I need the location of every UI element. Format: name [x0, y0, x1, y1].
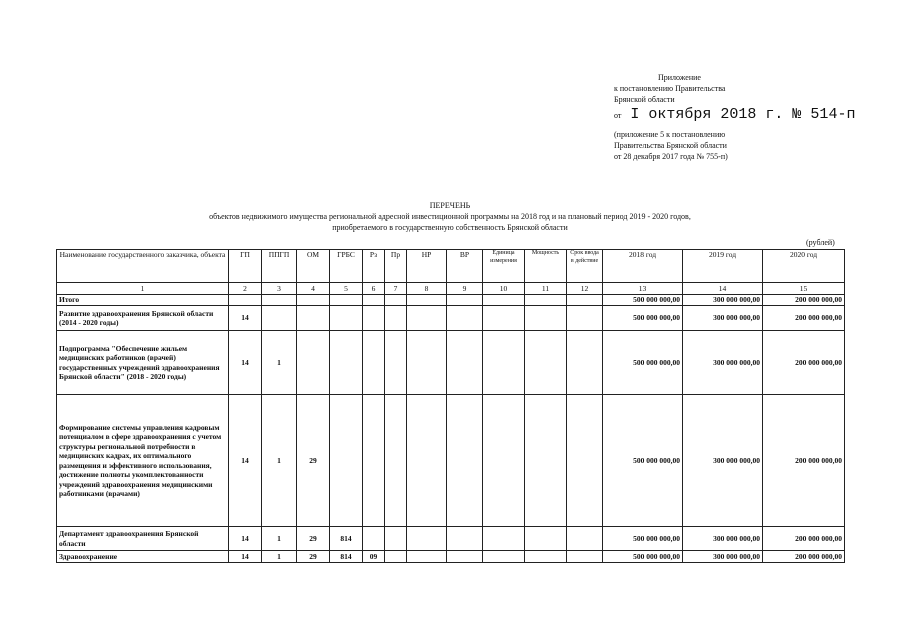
- header-grbs: ГРБС: [330, 250, 363, 283]
- row-vr: [447, 551, 483, 563]
- header-term: Срок ввода в действие: [567, 250, 603, 283]
- row-2020: 200 000 000,00: [763, 295, 845, 306]
- row-unit: [483, 551, 525, 563]
- header-om: ОМ: [297, 250, 330, 283]
- col-number: 2: [229, 283, 262, 295]
- row-nr: [407, 331, 447, 395]
- row-2019: 300 000 000,00: [683, 295, 763, 306]
- header-name: Наименование государственного заказчика, объекта: [57, 250, 229, 283]
- row-nr: [407, 295, 447, 306]
- col-number: 9: [447, 283, 483, 295]
- table-row: [57, 395, 845, 527]
- row-nr: [407, 527, 447, 551]
- appendix-line-1: к постановлению Правительства: [614, 84, 726, 93]
- row-gp: 14: [229, 527, 262, 551]
- header-2019: 2019 год: [683, 250, 763, 283]
- row-ppgp: [262, 306, 297, 331]
- row-name: Департамент здравоохранения Брянской области: [57, 527, 229, 551]
- row-vr: [447, 331, 483, 395]
- row-2020: 200 000 000,00: [763, 395, 845, 527]
- decree-main: I октября 2018 г. № 514-п: [630, 106, 856, 123]
- row-grbs: 814: [330, 527, 363, 551]
- row-rz: [363, 306, 385, 331]
- row-2019: 300 000 000,00: [683, 395, 763, 527]
- table-row: [57, 331, 845, 395]
- row-pr: [385, 331, 407, 395]
- row-gp: 14: [229, 551, 262, 563]
- col-number: 3: [262, 283, 297, 295]
- row-2020: 200 000 000,00: [763, 331, 845, 395]
- row-name: Формирование системы управления кадровым потенциалом в сфере здравоохранения с учетом структуры региональной потребности в медицинских кадрах, их оптимального размещения и эффективного использования, достижение полноты укомплектованности учреждений здравоохранения медицинскими работниками (врачами): [57, 395, 229, 527]
- col-number: 4: [297, 283, 330, 295]
- document-title: ПЕРЕЧЕНЬ: [429, 201, 471, 210]
- row-grbs: [330, 331, 363, 395]
- header-nr: НР: [407, 250, 447, 283]
- col-number: 8: [407, 283, 447, 295]
- table-row: [57, 551, 845, 563]
- col-number: 10: [483, 283, 525, 295]
- row-term: [567, 551, 603, 563]
- row-power: [525, 551, 567, 563]
- row-gp: 14: [229, 395, 262, 527]
- row-term: [567, 331, 603, 395]
- row-gp: 14: [229, 306, 262, 331]
- col-number: 14: [683, 283, 763, 295]
- row-power: [525, 331, 567, 395]
- appendix-line-2: Брянской области: [614, 95, 675, 104]
- header-2020: 2020 год: [763, 250, 845, 283]
- document-title-block: [120, 200, 780, 233]
- row-rz: [363, 527, 385, 551]
- header-ppgp: ППГП: [262, 250, 297, 283]
- row-2019: 300 000 000,00: [683, 551, 763, 563]
- approval-header: [614, 72, 856, 162]
- previous-decree-line-3: от 28 декабря 2017 года № 755-п): [614, 152, 728, 161]
- row-unit: [483, 395, 525, 527]
- header-vr: ВР: [447, 250, 483, 283]
- row-name: Развитие здравоохранения Брянской области (2014 - 2020 годы): [57, 306, 229, 331]
- row-ppgp: 1: [262, 551, 297, 563]
- decree-number: [614, 106, 856, 125]
- row-unit: [483, 295, 525, 306]
- col-number: 11: [525, 283, 567, 295]
- row-grbs: [330, 395, 363, 527]
- table-header-row: [57, 250, 845, 283]
- row-om: [297, 306, 330, 331]
- col-number: 1: [57, 283, 229, 295]
- row-om: [297, 295, 330, 306]
- col-number: 7: [385, 283, 407, 295]
- row-rz: [363, 295, 385, 306]
- header-2018: 2018 год: [603, 250, 683, 283]
- row-2018: 500 000 000,00: [603, 306, 683, 331]
- object-list-table: [56, 249, 845, 563]
- decree-prefix: от: [614, 111, 622, 120]
- row-vr: [447, 295, 483, 306]
- row-power: [525, 527, 567, 551]
- header-rz: Рз: [363, 250, 385, 283]
- row-2020: 200 000 000,00: [763, 306, 845, 331]
- row-gp: [229, 295, 262, 306]
- col-number: 6: [363, 283, 385, 295]
- row-rz: [363, 331, 385, 395]
- row-nr: [407, 306, 447, 331]
- row-pr: [385, 306, 407, 331]
- document-subtitle-1: объектов недвижимого имущества региональной адресной инвестиционной программы на 2018 год и на плановый период 2019 - 2020 годов,: [209, 212, 691, 221]
- row-2019: 300 000 000,00: [683, 527, 763, 551]
- row-ppgp: [262, 295, 297, 306]
- column-number-row: [57, 283, 845, 295]
- col-number: 15: [763, 283, 845, 295]
- row-grbs: [330, 306, 363, 331]
- row-om: [297, 331, 330, 395]
- row-unit: [483, 331, 525, 395]
- header-power: Мощность: [525, 250, 567, 283]
- row-term: [567, 306, 603, 331]
- document-subtitle-2: приобретаемого в государственную собственность Брянской области: [332, 223, 568, 232]
- row-om: 29: [297, 395, 330, 527]
- row-2018: 500 000 000,00: [603, 295, 683, 306]
- units-label: (рублей): [806, 238, 835, 247]
- col-number: 12: [567, 283, 603, 295]
- row-ppgp: 1: [262, 527, 297, 551]
- row-grbs: 814: [330, 551, 363, 563]
- row-2019: 300 000 000,00: [683, 306, 763, 331]
- previous-decree-line-2: Правительства Брянской области: [614, 141, 727, 150]
- row-ppgp: 1: [262, 395, 297, 527]
- row-gp: 14: [229, 331, 262, 395]
- row-vr: [447, 527, 483, 551]
- row-2018: 500 000 000,00: [603, 527, 683, 551]
- row-unit: [483, 306, 525, 331]
- table-row: [57, 306, 845, 331]
- header-pr: Пр: [385, 250, 407, 283]
- header-unit: Единица измерения: [483, 250, 525, 283]
- row-vr: [447, 395, 483, 527]
- appendix-label: Приложение: [658, 73, 701, 82]
- row-rz: 09: [363, 551, 385, 563]
- row-nr: [407, 551, 447, 563]
- table-row: [57, 527, 845, 551]
- col-number: 13: [603, 283, 683, 295]
- row-power: [525, 395, 567, 527]
- row-term: [567, 527, 603, 551]
- row-term: [567, 295, 603, 306]
- row-pr: [385, 395, 407, 527]
- row-om: 29: [297, 527, 330, 551]
- row-ppgp: 1: [262, 331, 297, 395]
- row-pr: [385, 295, 407, 306]
- row-2018: 500 000 000,00: [603, 331, 683, 395]
- previous-decree-line-1: (приложение 5 к постановлению: [614, 130, 726, 139]
- row-grbs: [330, 295, 363, 306]
- row-power: [525, 295, 567, 306]
- header-gp: ГП: [229, 250, 262, 283]
- row-2019: 300 000 000,00: [683, 331, 763, 395]
- row-name: Итого: [57, 295, 229, 306]
- row-pr: [385, 551, 407, 563]
- row-pr: [385, 527, 407, 551]
- row-rz: [363, 395, 385, 527]
- row-name: Подпрограмма "Обеспечение жильем медицинских работников (врачей) государственных учреждений здравоохранения Брянской области" (2018 - 2020 годы): [57, 331, 229, 395]
- row-2020: 200 000 000,00: [763, 527, 845, 551]
- row-2018: 500 000 000,00: [603, 395, 683, 527]
- row-term: [567, 395, 603, 527]
- row-om: 29: [297, 551, 330, 563]
- row-2020: 200 000 000,00: [763, 551, 845, 563]
- row-nr: [407, 395, 447, 527]
- row-unit: [483, 527, 525, 551]
- row-vr: [447, 306, 483, 331]
- row-power: [525, 306, 567, 331]
- row-name: Здравоохранение: [57, 551, 229, 563]
- row-2018: 500 000 000,00: [603, 551, 683, 563]
- col-number: 5: [330, 283, 363, 295]
- table-row: [57, 295, 845, 306]
